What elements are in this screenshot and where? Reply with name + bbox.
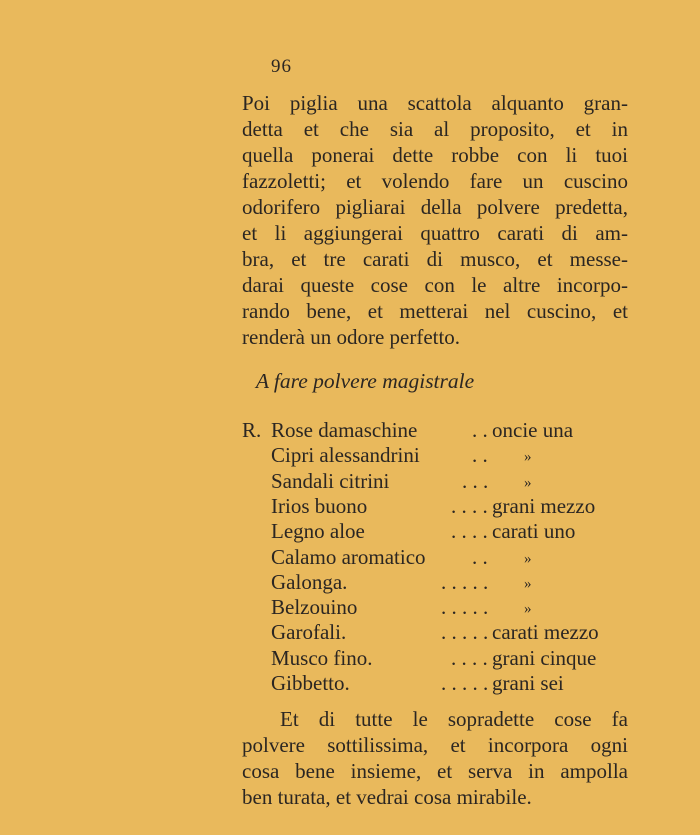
recipe-quantity: grani sei xyxy=(492,671,564,695)
recipe-quantity: oncie una xyxy=(492,418,574,442)
recipe-row xyxy=(242,569,642,595)
recipe-leader-dots: . . . xyxy=(462,468,489,493)
section-heading: A fare polvere magistrale xyxy=(255,369,475,393)
recipe-ditto-mark: » xyxy=(524,550,532,567)
text-line: Et di tutte le sopradette cose fa xyxy=(280,707,628,731)
recipe-row xyxy=(242,417,642,443)
recipe-ingredient: Sandali citrini xyxy=(271,468,390,493)
text-line: detta et che sia al proposito, et in xyxy=(242,117,628,141)
text-line: bra, et tre carati di musco, et messe- xyxy=(242,247,628,271)
text-line: et li aggiungerai quattro carati di am- xyxy=(242,221,628,245)
recipe-row xyxy=(242,493,642,519)
recipe-leader-dots: . . . . . xyxy=(441,595,489,620)
recipe-ditto-mark: » xyxy=(524,474,532,491)
recipe-quantity: grani mezzo xyxy=(492,493,596,518)
recipe-ingredient: Rose damaschine xyxy=(271,418,418,442)
recipe-ingredient: Musco fino. xyxy=(271,645,373,670)
recipe-row xyxy=(242,544,642,570)
text-line: odorifero pigliarai della polvere predetta, xyxy=(242,195,628,219)
recipe-row xyxy=(242,594,642,620)
recipe-leader-dots: . . . . xyxy=(451,645,488,670)
recipe-ingredient: Garofali. xyxy=(271,620,347,645)
recipe-leader-dots: . . . . . xyxy=(441,671,489,695)
recipe-quantity: grani cinque xyxy=(492,645,597,670)
recipe-ditto-mark: » xyxy=(524,601,532,618)
text-line: cosa bene insieme, et serva in ampolla xyxy=(242,759,628,783)
recipe-row xyxy=(242,670,642,696)
recipe-prefix: R. xyxy=(242,418,262,442)
text-line: Poi piglia una scattola alquanto gran- xyxy=(242,91,628,115)
recipe-leader-dots: . . xyxy=(472,544,488,569)
recipe-ingredient: Gibbetto. xyxy=(271,671,350,695)
recipe-quantity: carati uno xyxy=(492,519,576,544)
recipe-row xyxy=(242,645,642,671)
recipe-row xyxy=(242,442,642,468)
text-line: ben turata, et vedrai cosa mirabile. xyxy=(242,785,532,809)
recipe-row xyxy=(242,619,642,645)
recipe-row xyxy=(242,518,642,544)
text-line: rando bene, et metterai nel cuscino, et xyxy=(242,299,628,323)
recipe-ditto-mark: » xyxy=(524,449,532,466)
text-line: polvere sottilissima, et incorpora ogni xyxy=(242,733,628,757)
recipe-ingredient: Belzouino xyxy=(271,595,358,620)
text-line: fazzoletti; et volendo fare un cuscino xyxy=(242,169,628,193)
recipe-leader-dots: . . . . xyxy=(451,493,488,518)
recipe-leader-dots: . . xyxy=(472,418,488,442)
text-line: quella ponerai dette robbe con li tuoi xyxy=(242,143,628,167)
recipe-ingredient: Galonga. xyxy=(271,569,348,594)
recipe-ingredient: Cipri alessandrini xyxy=(271,443,420,468)
recipe-ingredient: Legno aloe xyxy=(271,519,365,544)
recipe-ditto-mark: » xyxy=(524,575,532,592)
recipe-ingredient: Irios buono xyxy=(271,493,368,518)
recipe-leader-dots: . . . . . xyxy=(441,569,489,594)
recipe-row xyxy=(242,468,642,494)
recipe-leader-dots: . . . . xyxy=(451,519,488,544)
recipe-leader-dots: . . xyxy=(472,443,488,468)
recipe-ingredient: Calamo aromatico xyxy=(271,544,426,569)
text-line: darai queste cose con le altre incorpo- xyxy=(242,273,628,297)
recipe-quantity: carati mezzo xyxy=(492,620,599,645)
text-line: renderà un odore perfetto. xyxy=(242,325,461,349)
page-number: 96 xyxy=(271,56,292,77)
recipe-leader-dots: . . . . . xyxy=(441,620,489,645)
